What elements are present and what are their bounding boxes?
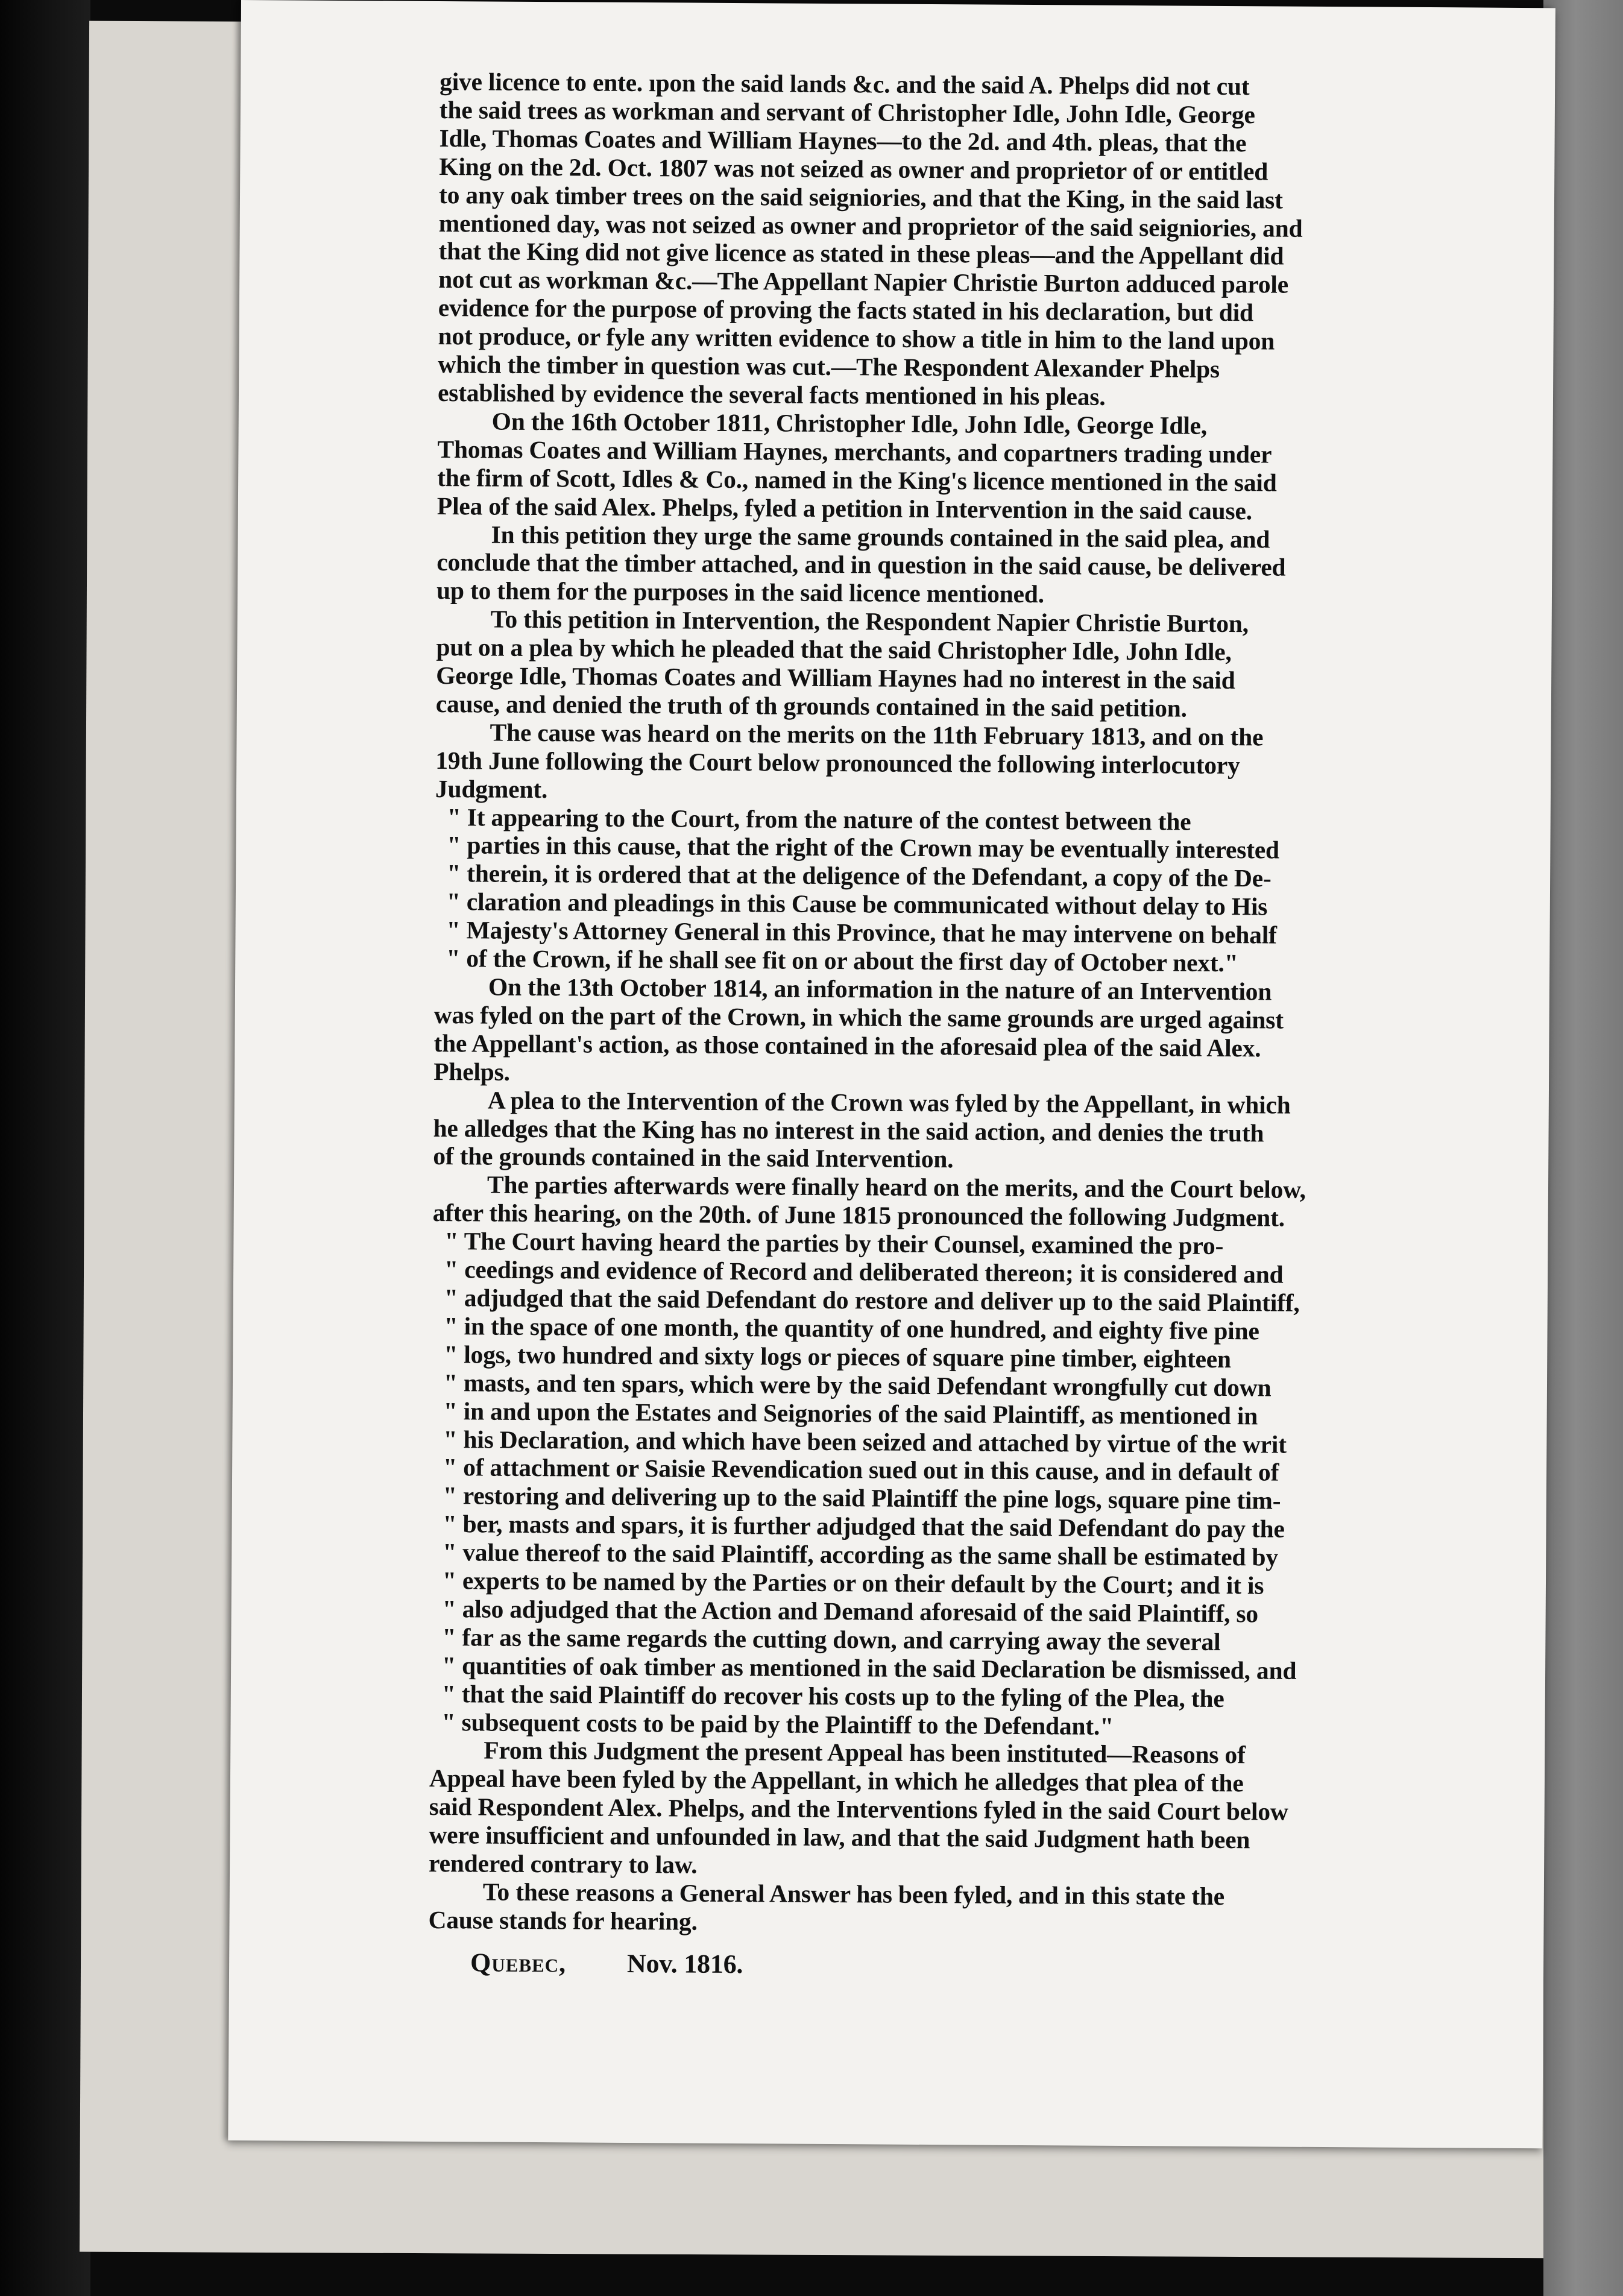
text-line: conclude that the timber attached, and in question in the said cause, be delivered bbox=[436, 548, 1286, 582]
signature-line bbox=[428, 1949, 1417, 1983]
text-line: Plea of the said Alex. Phelps, fyled a petition in Intervention in the said cause. bbox=[436, 491, 1252, 525]
text-line: " in and upon the Estates and Seignories of the said Plaintiff, as mentioned in bbox=[443, 1396, 1258, 1430]
text-line: " It appearing to the Court, from the nature of the contest between the bbox=[447, 803, 1191, 836]
text-line: " masts, and ten spars, which were by the said Defendant wrongfully cut down bbox=[443, 1368, 1272, 1402]
text-line: cause, and denied the truth of th grounds contained in the said petition. bbox=[435, 689, 1187, 722]
document-page bbox=[228, 0, 1555, 2148]
text-line: George Idle, Thomas Coates and William Haynes had no interest in the said bbox=[436, 661, 1235, 695]
text-line: Judgment. bbox=[435, 774, 548, 803]
text-line: put on a plea by which he pleaded that the said Christopher Idle, John Idle, bbox=[436, 633, 1232, 666]
text-line: " therein, it is ordered that at the deligence of the Defendant, a copy of the De- bbox=[447, 859, 1272, 892]
text-line: that the King did not give licence as stated in these pleas—and the Appellant did bbox=[438, 237, 1284, 271]
text-line: " subsequent costs to be paid by the Plaintiff to the Defendant." bbox=[441, 1708, 1114, 1740]
text-line: after this hearing, on the 20th. of June 1815 pronounced the following Judgment. bbox=[432, 1199, 1285, 1232]
text-line: of the grounds contained in the said Intervention. bbox=[433, 1142, 954, 1173]
text-line: Thomas Coates and William Haynes, merchants, and copartners trading under bbox=[437, 435, 1272, 468]
text-line: " ceedings and evidence of Record and deliberated thereon; it is considered and bbox=[444, 1255, 1284, 1288]
text-line: " restoring and delivering up to the said Plaintiff the pine logs, square pine tim- bbox=[443, 1481, 1281, 1515]
text-line: the firm of Scott, Idles & Co., named in the King's licence mentioned in the said bbox=[437, 463, 1277, 497]
text-line: was fyled on the part of the Crown, in which the same grounds are urged against bbox=[433, 1000, 1284, 1034]
text-line: 19th June following the Court below pronounced the following interlocutory bbox=[435, 746, 1240, 779]
text-line: the said trees as workman and servant of Christopher Idle, John Idle, George bbox=[439, 95, 1255, 129]
text-line: rendered contrary to law. bbox=[428, 1849, 698, 1879]
text-line: " Majesty's Attorney General in this Province, that he may intervene on behalf bbox=[446, 916, 1277, 949]
text-line: " of the Crown, if he shall see fit on or about the first day of October next." bbox=[446, 944, 1238, 977]
text-line: " logs, two hundred and sixty logs or pieces of square pine timber, eighteen bbox=[444, 1340, 1231, 1373]
text-line: " ber, masts and spars, it is further adjudged that the said Defendant do pay the bbox=[443, 1510, 1285, 1543]
text-line: On the 13th October 1814, an information in the nature of an Intervention bbox=[488, 973, 1272, 1006]
text-line: mentioned day, was not seized as owner and proprietor of the said seigniories, and bbox=[438, 209, 1303, 242]
text-line: said Respondent Alex. Phelps, and the Interventions fyled in the said Court below bbox=[429, 1793, 1288, 1826]
scan-background-left bbox=[0, 0, 90, 2296]
text-line: to any oak timber trees on the said seigniories, and that the King, in the said last bbox=[438, 180, 1283, 214]
text-line: were insufficient and unfounded in law, and that the said Judgment hath been bbox=[429, 1821, 1250, 1854]
text-line: On the 16th October 1811, Christopher Idle, John Idle, George Idle, bbox=[491, 407, 1208, 440]
text-line: evidence for the purpose of proving the facts stated in his declaration, but did bbox=[438, 294, 1254, 327]
text-line: not produce, or fyle any written evidence to show a title in him to the land upon bbox=[438, 322, 1275, 355]
text-line: he alledges that the King has no interest in the said action, and denies the truth bbox=[433, 1114, 1264, 1147]
text-line: The cause was heard on the merits on the 11th February 1813, and on the bbox=[490, 718, 1264, 751]
scan-background-right bbox=[1543, 0, 1623, 2296]
text-line: From this Judgment the present Appeal has been instituted—Reasons of bbox=[484, 1736, 1246, 1769]
text-line: In this petition they urge the same grounds contained in the said plea, and bbox=[491, 520, 1270, 553]
text-line: Cause stands for hearing. bbox=[428, 1905, 698, 1935]
text-line: " his Declaration, and which have been seized and attached by virtue of the writ bbox=[443, 1425, 1287, 1459]
text-line: which the timber in question was cut.—The Respondent Alexander Phelps bbox=[438, 350, 1220, 383]
text-line: " experts to be named by the Parties or on their default by the Court; and it is bbox=[442, 1566, 1264, 1600]
text-line: " of attachment or Saisie Revendication sued out in this cause, and in default of bbox=[443, 1453, 1279, 1486]
signature-place: Quebec, bbox=[470, 1948, 567, 1978]
text-line: established by evidence the several facts mentioned in his pleas. bbox=[437, 378, 1106, 411]
text-line: " in the space of one month, the quantity of one hundred, and eighty five pine bbox=[444, 1311, 1259, 1345]
text-line: " parties in this cause, that the right of the Crown may be eventually interested bbox=[447, 831, 1280, 865]
text-line: not cut as workman &c.—The Appellant Napier Christie Burton adduced parole bbox=[438, 265, 1289, 298]
text-line: King on the 2d. Oct. 1807 was not seized as owner and proprietor of or entitled bbox=[439, 152, 1268, 186]
text-line: To this petition in Intervention, the Respondent Napier Christie Burton, bbox=[490, 605, 1249, 638]
text-line: To these reasons a General Answer has been fyled, and in this state the bbox=[482, 1878, 1225, 1911]
text-line: " that the said Plaintiff do recover his costs up to the fyling of the Plea, the bbox=[441, 1679, 1224, 1712]
text-line: The parties afterwards were finally heard on the merits, and the Court below, bbox=[487, 1170, 1306, 1204]
text-line: " adjudged that the said Defendant do restore and deliver up to the said Plaintiff, bbox=[444, 1284, 1300, 1317]
text-line: " claration and pleadings in this Cause be communicated without delay to His bbox=[446, 888, 1268, 921]
text-line: up to them for the purposes in the said licence mentioned. bbox=[436, 576, 1045, 608]
text-line: Phelps. bbox=[433, 1057, 510, 1086]
text-line: " quantities of oak timber as mentioned in the said Declaration be dismissed, and bbox=[441, 1651, 1297, 1685]
text-line: the Appellant's action, as those contained in the aforesaid plea of the said Alex. bbox=[433, 1029, 1261, 1062]
text-line: A plea to the Intervention of the Crown was fyled by the Appellant, in which bbox=[487, 1086, 1291, 1119]
document-body bbox=[428, 68, 1428, 1983]
text-line: Appeal have been fyled by the Appellant, in which he alledges that plea of the bbox=[429, 1764, 1244, 1797]
text-line: " The Court having heard the parties by their Counsel, examined the pro- bbox=[444, 1227, 1224, 1260]
text-line: " far as the same regards the cutting down, and carrying away the several bbox=[442, 1623, 1221, 1656]
text-line: Idle, Thomas Coates and William Haynes—to the 2d. and 4th. pleas, that the bbox=[439, 124, 1247, 157]
text-line: " also adjudged that the Action and Demand aforesaid of the said Plaintiff, so bbox=[442, 1595, 1259, 1628]
signature-date: Nov. 1816. bbox=[626, 1948, 743, 1979]
text-line: give licence to ente. ıpon the said lands &c. and the said A. Phelps did not cut bbox=[440, 68, 1250, 101]
text-line: " value thereof to the said Plaintiff, according as the same shall be estimated by bbox=[443, 1538, 1279, 1571]
